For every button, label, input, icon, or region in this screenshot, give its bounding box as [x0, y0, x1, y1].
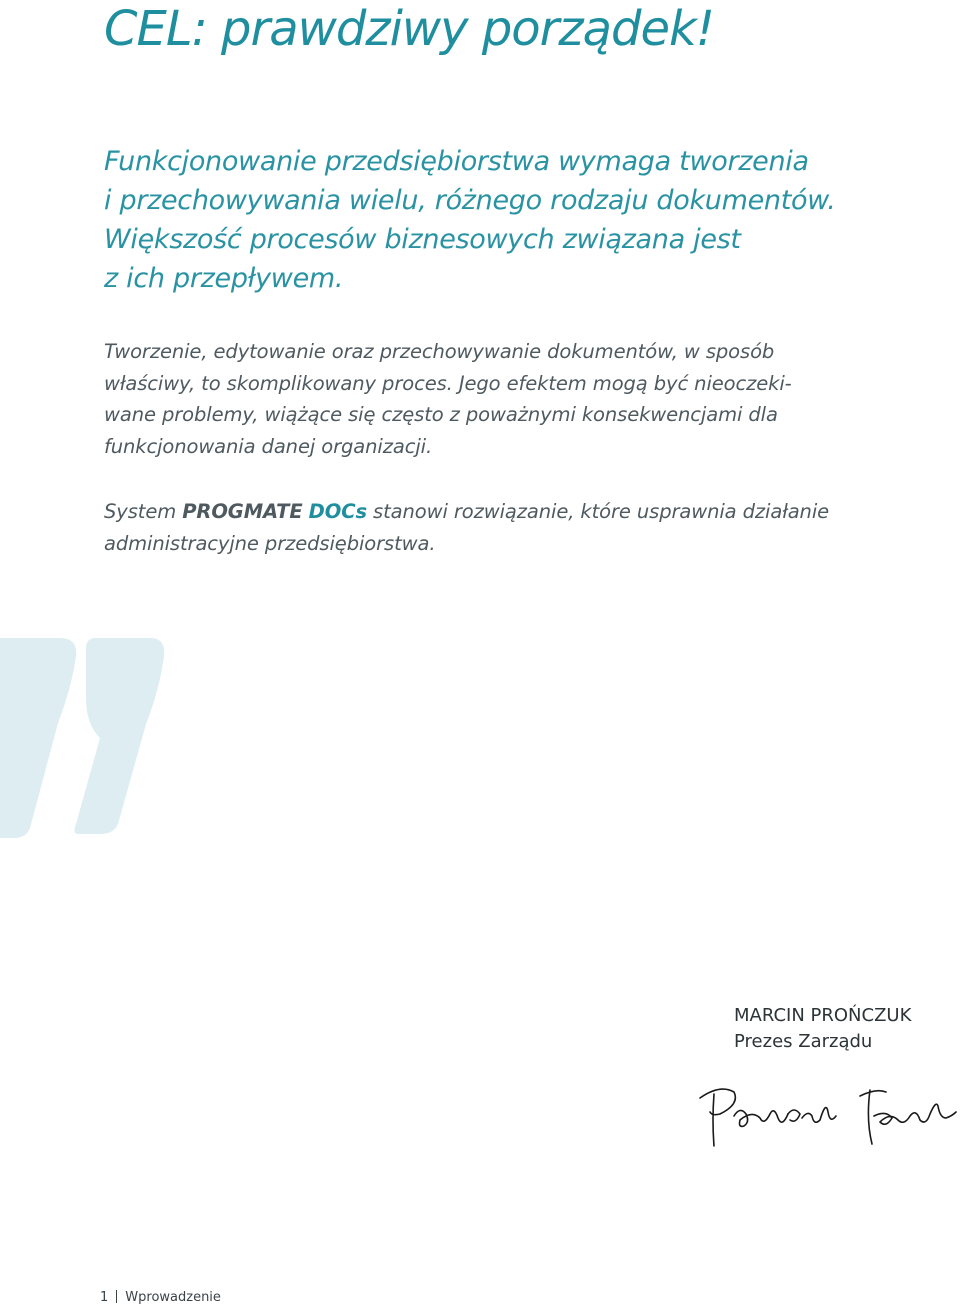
- body-line: właściwy, to skomplikowany proces. Jego efektem mogą być nieoczeki-: [104, 371, 792, 395]
- body-paragraph-2: [104, 496, 954, 559]
- lead-line: z ich przepływem.: [104, 263, 344, 294]
- page-title: [104, 0, 714, 58]
- title-prefix: CEL:: [104, 1, 207, 57]
- body-line: funkcjonowania danej organizacji.: [104, 434, 433, 458]
- signer-role: Prezes Zarządu: [734, 1031, 873, 1052]
- lead-line: Większość procesów biznesowych związana jest: [104, 224, 741, 255]
- lead-line: i przechowywania wielu, różnego rodzaju dokumentów.: [104, 185, 836, 216]
- body-paragraph-1: [104, 336, 954, 462]
- signer-name: MARCIN PROŃCZUK: [734, 1005, 912, 1026]
- body-text: System: [104, 500, 183, 523]
- brand-name: PROGMATE: [182, 500, 303, 523]
- page-footer: [100, 1290, 221, 1306]
- body-text: stanowi rozwiązanie, które usprawnia działanie: [366, 500, 830, 523]
- handwritten-signature-icon: [690, 1070, 960, 1160]
- brand-name-accent: DOCs: [308, 500, 367, 523]
- quote-mark-icon: [0, 628, 180, 848]
- body-text: administracyjne przedsiębiorstwa.: [104, 531, 436, 555]
- body-line: Tworzenie, edytowanie oraz przechowywanie dokumentów, w sposób: [104, 340, 775, 363]
- title-rest: prawdziwy porządek!: [206, 1, 715, 57]
- lead-line: Funkcjonowanie przedsiębiorstwa wymaga tworzenia: [104, 146, 809, 177]
- body-line: wane problemy, wiążące się często z poważnymi konsekwencjami dla: [104, 403, 778, 426]
- section-name: Wprowadzenie: [125, 1290, 221, 1305]
- footer-divider: [116, 1290, 117, 1303]
- page-number: 1: [100, 1290, 109, 1305]
- lead-paragraph: [104, 142, 924, 298]
